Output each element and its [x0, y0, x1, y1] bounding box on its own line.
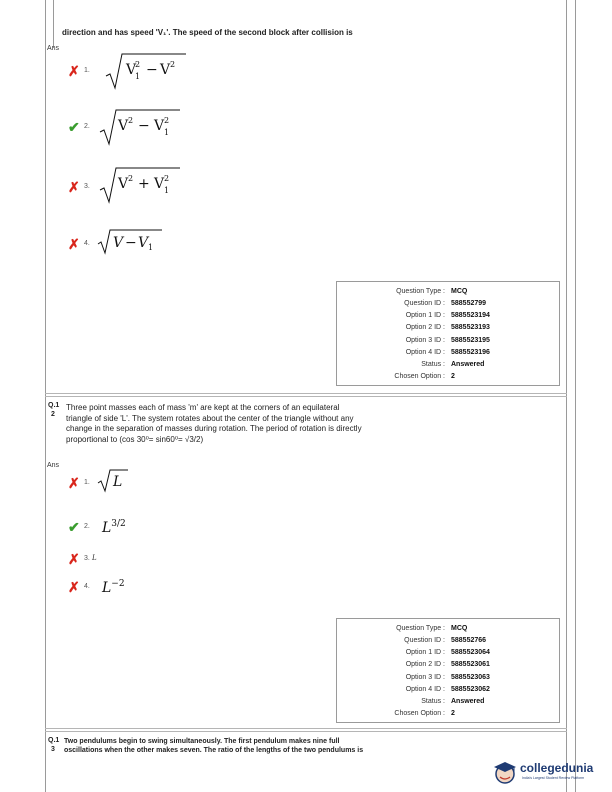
svg-text:1: 1: [148, 243, 154, 252]
option-number: 4.: [84, 240, 90, 247]
question-info-box: [336, 281, 560, 386]
svg-text:1: 1: [135, 72, 141, 81]
question-info-box: [336, 618, 560, 723]
option-number: 4.: [84, 583, 90, 590]
info-row: Option 4 ID : 5885523062: [405, 686, 490, 693]
svg-text:2: 2: [164, 116, 170, 125]
option-number: 2.: [84, 523, 90, 530]
cross-icon: ✗: [68, 579, 80, 595]
question-number: Q.1: [48, 402, 60, 409]
info-row: Option 1 ID : 5885523194: [405, 312, 490, 319]
question-separator: [45, 396, 567, 397]
frame-line-right-outer: [575, 0, 576, 792]
svg-text:V: V: [138, 235, 149, 251]
option-2-formula: $L^{3/2}$: [102, 519, 126, 536]
check-icon: ✔: [68, 519, 80, 535]
question-number: Q.1: [48, 737, 60, 744]
option-number: 2.: [84, 123, 90, 130]
svg-text:2: 2: [128, 174, 134, 183]
option-3-formula: [98, 164, 188, 204]
option-2-formula: [98, 106, 188, 146]
info-row: Chosen Option : 2: [394, 710, 455, 717]
svg-text:V: V: [154, 118, 165, 134]
option-4-formula: [96, 226, 176, 256]
ans-label: Ans: [47, 462, 60, 469]
cross-icon: ✗: [68, 179, 80, 195]
option-3-text: L: [92, 554, 97, 562]
svg-text:V: V: [118, 176, 129, 192]
info-row: Chosen Option : 2: [394, 373, 455, 380]
info-row: Question ID : 588552766: [404, 637, 487, 644]
question-separator: [45, 731, 567, 732]
frame-line-left-inner-top: [53, 0, 54, 48]
question-number-suffix: 2: [51, 411, 55, 418]
question-separator: [45, 728, 567, 729]
graduation-cap-icon: [492, 760, 518, 784]
svg-text:2: 2: [170, 60, 176, 69]
info-row: Question Type : MCQ: [396, 288, 468, 295]
question-separator: [45, 393, 567, 394]
brand-tagline: India's Largest Student Review Platform: [522, 776, 585, 780]
svg-text:2: 2: [128, 116, 134, 125]
svg-text:V: V: [113, 235, 124, 251]
info-row: Status : Answered: [421, 698, 485, 705]
cross-icon: ✗: [68, 63, 80, 79]
svg-text:V: V: [118, 118, 129, 134]
svg-text:2: 2: [164, 174, 170, 183]
info-row: Option 2 ID : 5885523193: [405, 324, 490, 331]
info-row: Question Type : MCQ: [396, 625, 468, 632]
option-number: 3.: [84, 555, 90, 562]
info-row: Option 2 ID : 5885523061: [405, 661, 490, 668]
option-1-formula: [104, 50, 194, 90]
ans-label: Ans: [47, 45, 60, 52]
svg-text:V: V: [160, 62, 171, 78]
option-1-formula: [96, 466, 136, 494]
svg-text:+: +: [138, 176, 150, 192]
option-4-formula: $L^{-2}$: [102, 579, 125, 596]
info-row: Option 3 ID : 5885523063: [405, 674, 490, 681]
svg-text:−: −: [138, 118, 150, 134]
question-text-tail: direction and has speed 'V₁'. The speed of the second block after collision is: [62, 28, 353, 37]
question-text: Three point masses each of mass 'm' are kept at the corners of an equilateral triangle of side 'L'. The system rotates about the center of the triangle without any change in the separation of masses during rotation. The period of rotation is directly proportional to (cos 30⁰= sin60⁰= √3/2): [66, 403, 362, 444]
svg-text:L: L: [113, 474, 123, 490]
svg-text:V: V: [126, 62, 137, 78]
info-row: Option 3 ID : 5885523195: [405, 337, 490, 344]
svg-text:V: V: [154, 176, 165, 192]
cross-icon: ✗: [68, 475, 80, 491]
brand-logo: [492, 758, 602, 788]
option-number: 1.: [84, 67, 90, 74]
info-row: Option 4 ID : 5885523196: [405, 349, 490, 356]
svg-text:2: 2: [135, 60, 141, 69]
brand-name: collegedunia: [520, 761, 594, 775]
cross-icon: ✗: [68, 551, 80, 567]
info-row: Question ID : 588552799: [404, 300, 487, 307]
svg-text:−: −: [125, 235, 137, 251]
question-number-suffix: 3: [51, 746, 55, 753]
question-text: Two pendulums begin to swing simultaneously. The first pendulum makes nine full oscillations when the other makes seven. The ratio of the lengths of the two pendulums is: [64, 738, 364, 754]
svg-text:1: 1: [164, 128, 170, 137]
info-row: Option 1 ID : 5885523064: [405, 649, 490, 656]
info-row: Status : Answered: [421, 361, 485, 368]
option-number: 3.: [84, 183, 90, 190]
svg-text:1: 1: [164, 186, 170, 195]
check-icon: ✔: [68, 119, 80, 135]
svg-text:−: −: [146, 62, 158, 78]
cross-icon: ✗: [68, 236, 80, 252]
option-number: 1.: [84, 479, 90, 486]
